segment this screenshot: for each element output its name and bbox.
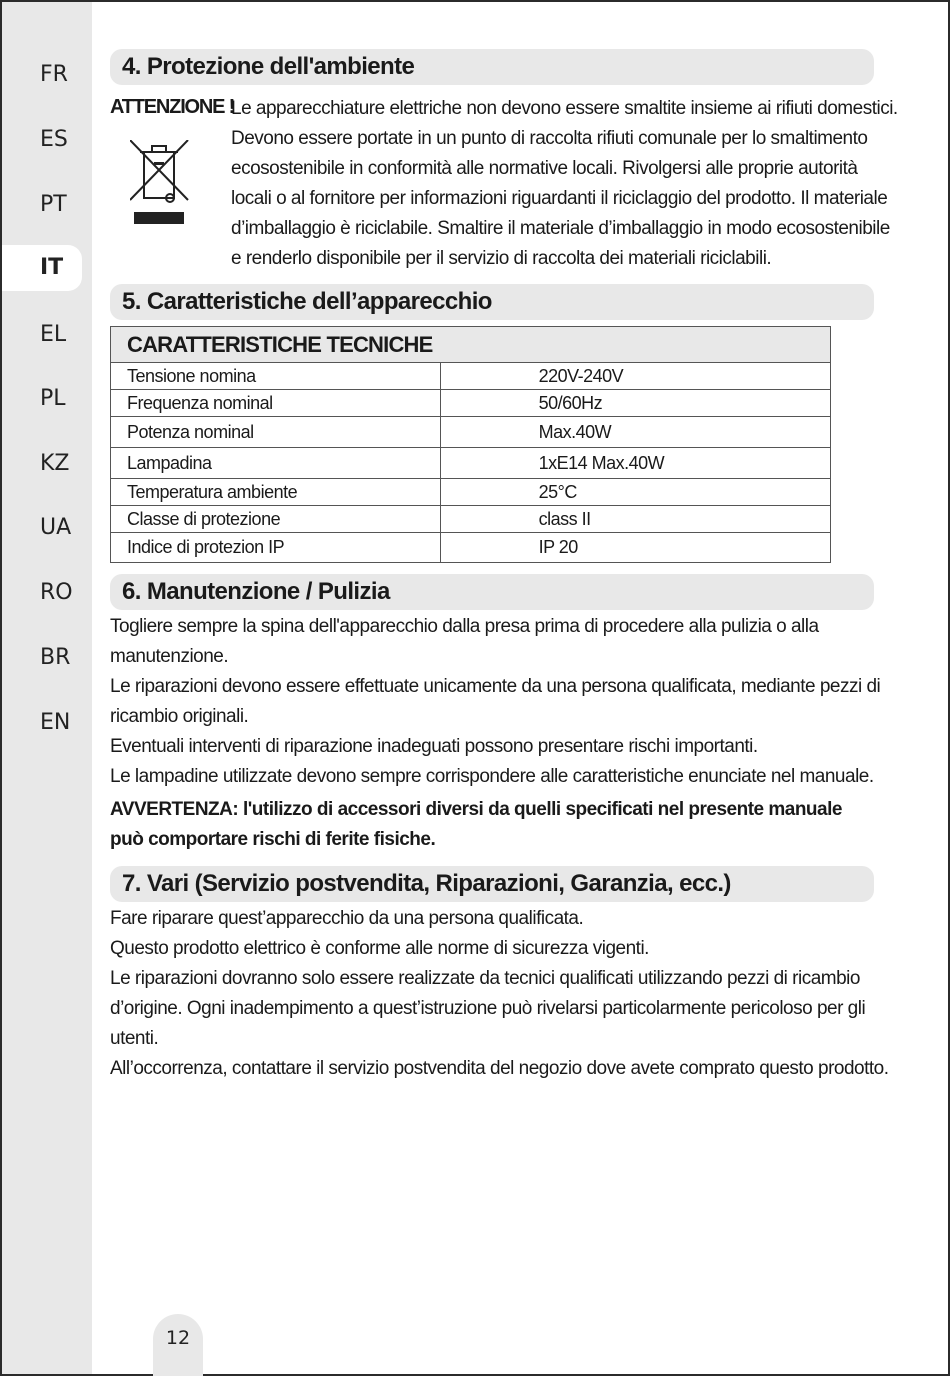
page-number: 12 <box>153 1314 203 1376</box>
table-row: Frequenza nominal 50/60Hz <box>111 390 831 417</box>
lang-tab-el[interactable]: EL <box>40 322 67 347</box>
section-7-paragraph: Fare riparare quest’apparecchio da una persona qualificata. Questo prodotto elettrico è conforme alle norme di sicurezza vigenti. Le riparazioni dovranno solo essere realizzate da tecnici qualificati utilizzando pezzi di ricambio d’origine. Ogni inadempimento a quest’istruzione può rivelarsi particolarmente pericoloso per gli utenti. All’occorrenza, contattare il servizio postvendita del negozio dove avete comprato questo prodotto. <box>110 908 889 1079</box>
technical-specs-table <box>110 326 831 563</box>
lang-tab-pt[interactable]: PT <box>40 192 67 217</box>
lang-tab-ua[interactable]: UA <box>40 515 72 540</box>
language-sidebar <box>2 2 92 1374</box>
lang-tab-br[interactable]: BR <box>40 645 71 670</box>
section-4-heading: 4. Protezione dell'ambiente <box>110 49 874 85</box>
crossed-out-wheelie-bin-icon <box>130 140 190 232</box>
lang-tab-fr[interactable]: FR <box>40 62 68 87</box>
section-7-heading: 7. Vari (Servizio postvendita, Riparazioni, Garanzia, ecc.) <box>110 866 874 902</box>
table-row: Classe di protezione class II <box>111 506 831 533</box>
table-row: Lampadina 1xE14 Max.40W <box>111 448 831 479</box>
attention-label: ATTENZIONE ! <box>110 96 235 118</box>
lang-tab-en[interactable]: EN <box>40 710 71 735</box>
table-row: Temperatura ambiente 25°C <box>111 479 831 506</box>
table-row: Indice di protezion IP IP 20 <box>111 533 831 563</box>
lang-tab-it-active[interactable]: IT <box>2 245 82 291</box>
table-row: Potenza nominal Max.40W <box>111 417 831 448</box>
lang-tab-ro[interactable]: RO <box>40 580 73 605</box>
lang-tab-kz[interactable]: KZ <box>40 451 70 476</box>
lang-tab-pl[interactable]: PL <box>40 386 66 411</box>
section-6-paragraph: Togliere sempre la spina dell'apparecchio dalla presa prima di procedere alla pulizia o alla manutenzione. Le riparazioni devono essere effettuate unicamente da una persona qualificata, mediante pezzi di ricambio originali. Eventuali interventi di riparazione inadeguati possono presentare rischi importanti. Le lampadine utilizzate devono sempre corrispondere alle caratteristiche enunciate nel manuale. <box>110 616 881 787</box>
lang-tab-es[interactable]: ES <box>40 127 68 152</box>
section-6-heading: 6. Manutenzione / Pulizia <box>110 574 874 610</box>
table-row: Tensione nomina 220V-240V <box>111 363 831 390</box>
section-6-warning: AVVERTENZA: l'utilizzo di accessori diversi da quelli specificati nel presente manuale può comportare rischi di ferite fisiche. <box>110 799 842 850</box>
table-header: CARATTERISTICHE TECNICHE <box>111 327 831 363</box>
section-5-heading: 5. Caratteristiche dell’apparecchio <box>110 284 874 320</box>
section-4-paragraph: Le apparecchiature elettriche non devono essere smaltite insieme ai rifiuti domestici. Devono essere portate in un punto di raccolta rifiuti comunale per lo smaltimento ecosostenibile in conformità alle normative locali. Rivolgersi alle proprie autorità locali o al fornitore per informazioni riguardanti il riciclaggio del prodotto. Il materiale d’imballaggio è riciclabile. Smaltire il materiale d’imballaggio in modo ecosostenibile e renderlo disponibile per il servizio di raccolta dei materiali riciclabili. <box>231 98 898 269</box>
